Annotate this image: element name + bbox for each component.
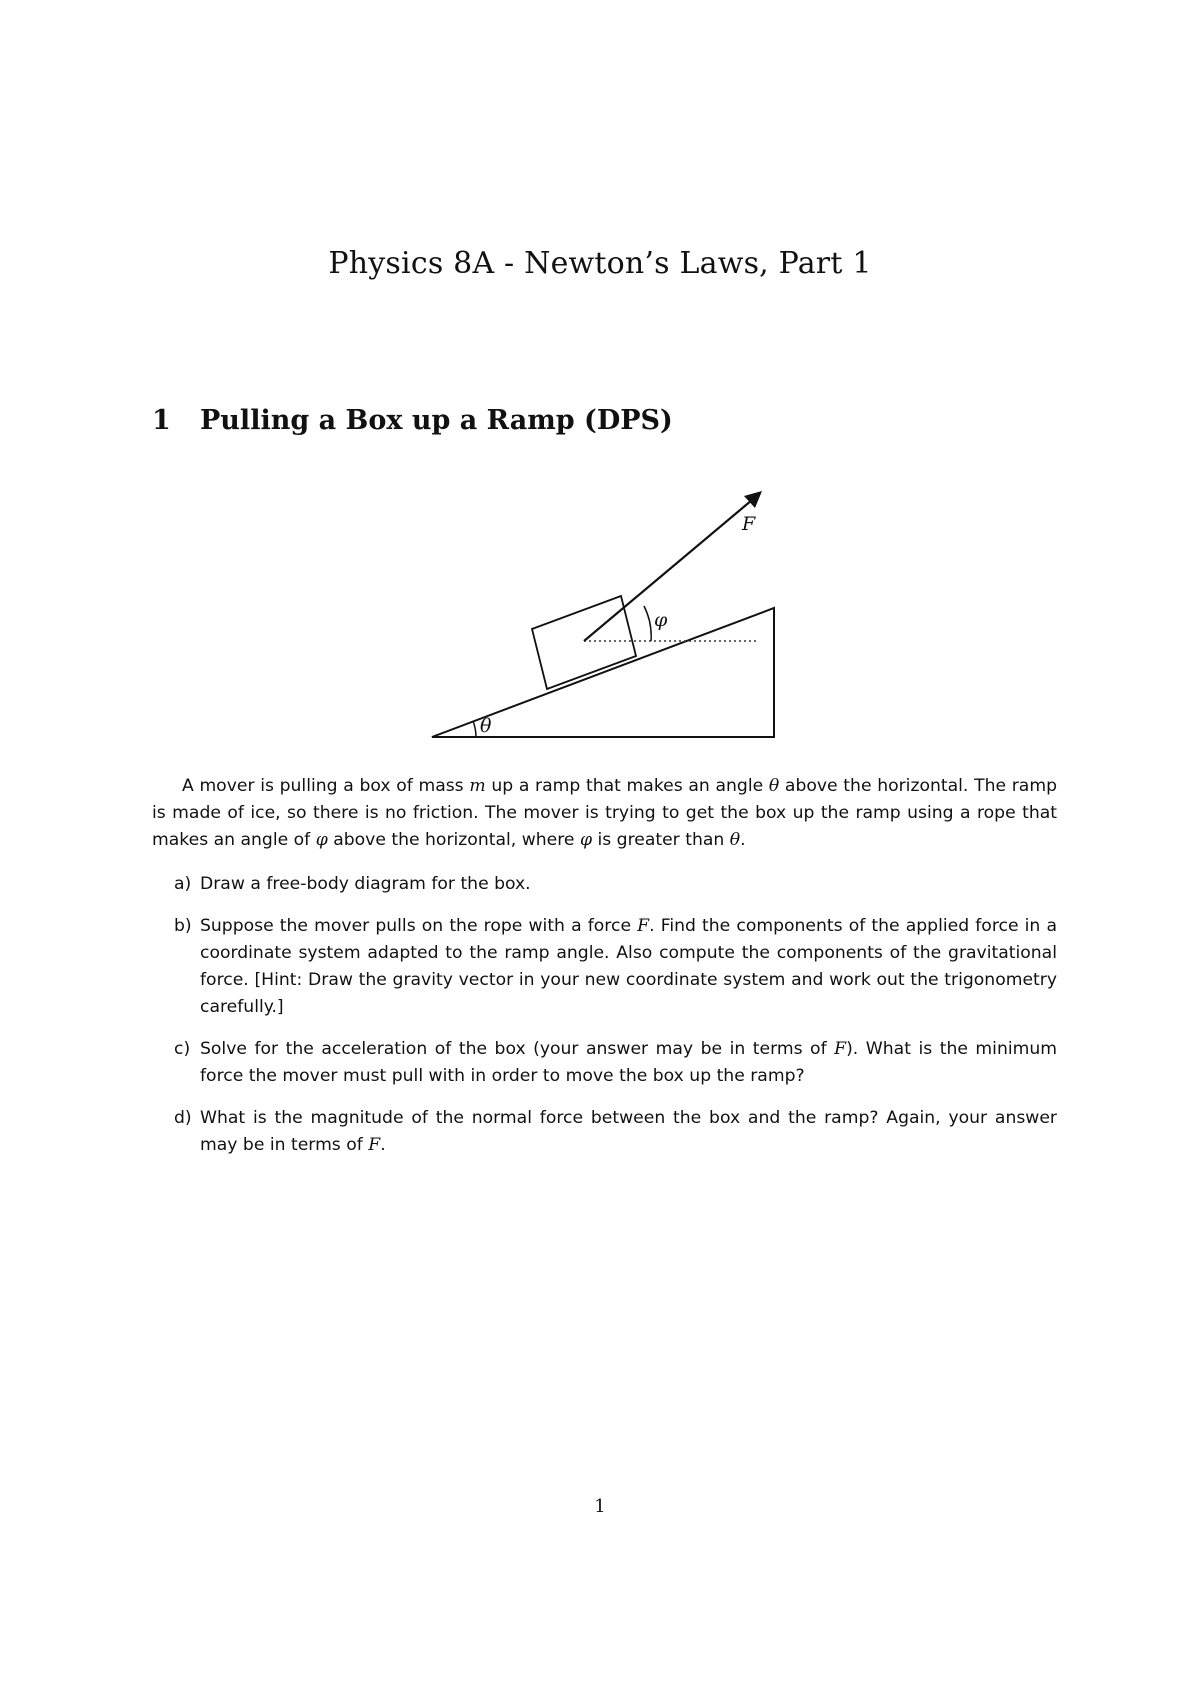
item-text: Solve for the acceleration of the box (your answer may be in terms of: [200, 1039, 835, 1059]
intro-text-5: is greater than: [592, 830, 730, 850]
problem-statement: [152, 773, 1057, 854]
var-f: F: [637, 916, 650, 936]
var-theta: θ: [729, 830, 741, 850]
item-text: Suppose the mover pulls on the rope with a force: [200, 916, 638, 936]
item-label: c): [174, 1039, 191, 1059]
intro-text-4: above the horizontal, where: [327, 830, 580, 850]
item-text: Draw a free-body diagram for the box.: [200, 874, 531, 894]
page-number: 1: [594, 1496, 606, 1517]
list-item: [152, 871, 1057, 898]
item-text: What is the magnitude of the normal force between the box and the ramp? Again, your answer may be in terms of: [200, 1108, 1057, 1155]
phi-angle-arc: [644, 606, 651, 641]
section-title: Pulling a Box up a Ramp (DPS): [200, 405, 673, 436]
var-phi: φ: [579, 830, 592, 850]
phi-label: φ: [654, 609, 668, 631]
item-label: a): [174, 874, 192, 894]
list-item: [152, 1105, 1057, 1159]
ramp-figure: [420, 460, 780, 750]
item-label: b): [174, 916, 192, 936]
item-text: .: [380, 1135, 386, 1155]
theta-label: θ: [480, 715, 492, 737]
intro-text-2: up a ramp that makes an angle: [485, 776, 769, 796]
ramp-diagram: [420, 460, 780, 750]
item-text: ). What is the minimum force the mover must pull with in order to move the box up the ramp?: [200, 1039, 1057, 1086]
list-item: [152, 1036, 1057, 1090]
intro-text-6: .: [740, 830, 746, 850]
force-arrow-line: [584, 500, 752, 641]
item-text: . Find the components of the applied force in a coordinate system adapted to the ramp angle. Also compute the components of the gravitational force. [Hint: Draw the gravity vector in your new coordinate system and work out the trigonometry carefully.]: [200, 916, 1057, 1017]
var-f: F: [834, 1039, 847, 1059]
var-f: F: [368, 1135, 381, 1155]
var-phi: φ: [315, 830, 328, 850]
section-heading: [152, 405, 673, 436]
intro-text-3: above the horizontal. The ramp is made of ice, so there is no friction. The mover is trying to get the box up the ramp using a rope that makes an angle of: [152, 776, 1057, 850]
theta-angle-arc: [473, 721, 476, 737]
page-title: Physics 8A - Newton’s Laws, Part 1: [328, 246, 872, 281]
question-list: [152, 871, 1057, 1174]
var-theta: θ: [768, 776, 780, 796]
force-label: F: [742, 513, 756, 535]
item-label: d): [174, 1108, 192, 1128]
var-m: m: [469, 776, 486, 796]
section-number: 1: [152, 405, 171, 436]
list-item: [152, 913, 1057, 1021]
intro-text-1: A mover is pulling a box of mass: [182, 776, 470, 796]
